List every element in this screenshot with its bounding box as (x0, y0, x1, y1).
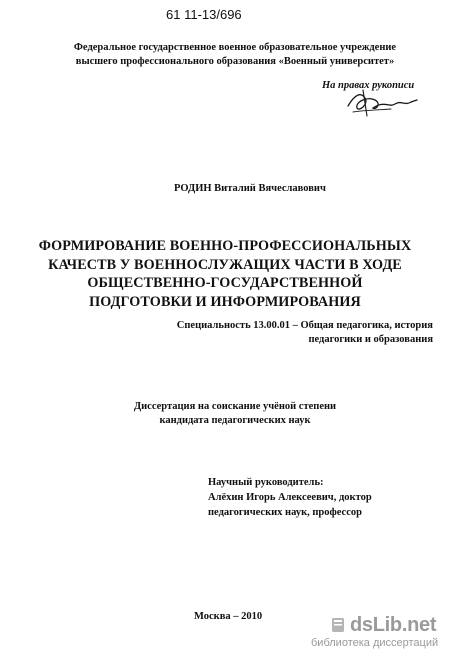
title-line-3: ОБЩЕСТВЕННО-ГОСУДАРСТВЕННОЙ (87, 275, 363, 291)
watermark-logo: dsLib.net (350, 614, 437, 636)
manuscript-note: На правах рукописи (322, 80, 415, 91)
title-line-4: ПОДГОТОВКИ И ИНФОРМИРОВАНИЯ (89, 293, 361, 310)
specialty (143, 319, 433, 347)
degree-line-1: Диссертация на соискание учёной степени (133, 401, 337, 412)
watermark-tagline: библиотека диссертаций (311, 637, 439, 649)
author-name: РОДИН Виталий Вячеславович (174, 183, 326, 194)
degree-statement (110, 400, 360, 428)
handwritten-signature (345, 86, 420, 120)
specialty-line-2: педагогики и образования (308, 334, 433, 345)
dissertation-title (20, 237, 430, 311)
institution-line-2: высшего профессионального образования «Военный университет» (75, 56, 395, 67)
shelfmark: 61 11-13/696 (166, 7, 242, 22)
institution-name (40, 41, 430, 69)
title-line-1: ФОРМИРОВАНИЕ ВОЕННО-ПРОФЕССИОНАЛЬНЫХ (38, 238, 412, 254)
degree-line-2: кандидата педагогических наук (159, 415, 311, 426)
institution-line-1: Федеральное государственное военное образовательное учреждение (73, 42, 397, 53)
specialty-line-1: Специальность 13.00.01 – Общая педагогика, история (176, 320, 433, 331)
title-line-2: КАЧЕСТВ У ВОЕННОСЛУЖАЩИХ ЧАСТИ В ХОДЕ (48, 256, 402, 273)
advisor-degree: педагогических наук, профессор (208, 507, 362, 518)
advisor-label: Научный руководитель: (208, 477, 324, 488)
scientific-advisor (208, 475, 372, 520)
book-icon (331, 616, 347, 634)
advisor-name: Алёхин Игорь Алексеевич, доктор (208, 492, 372, 503)
city-year: Москва – 2010 (194, 611, 263, 622)
